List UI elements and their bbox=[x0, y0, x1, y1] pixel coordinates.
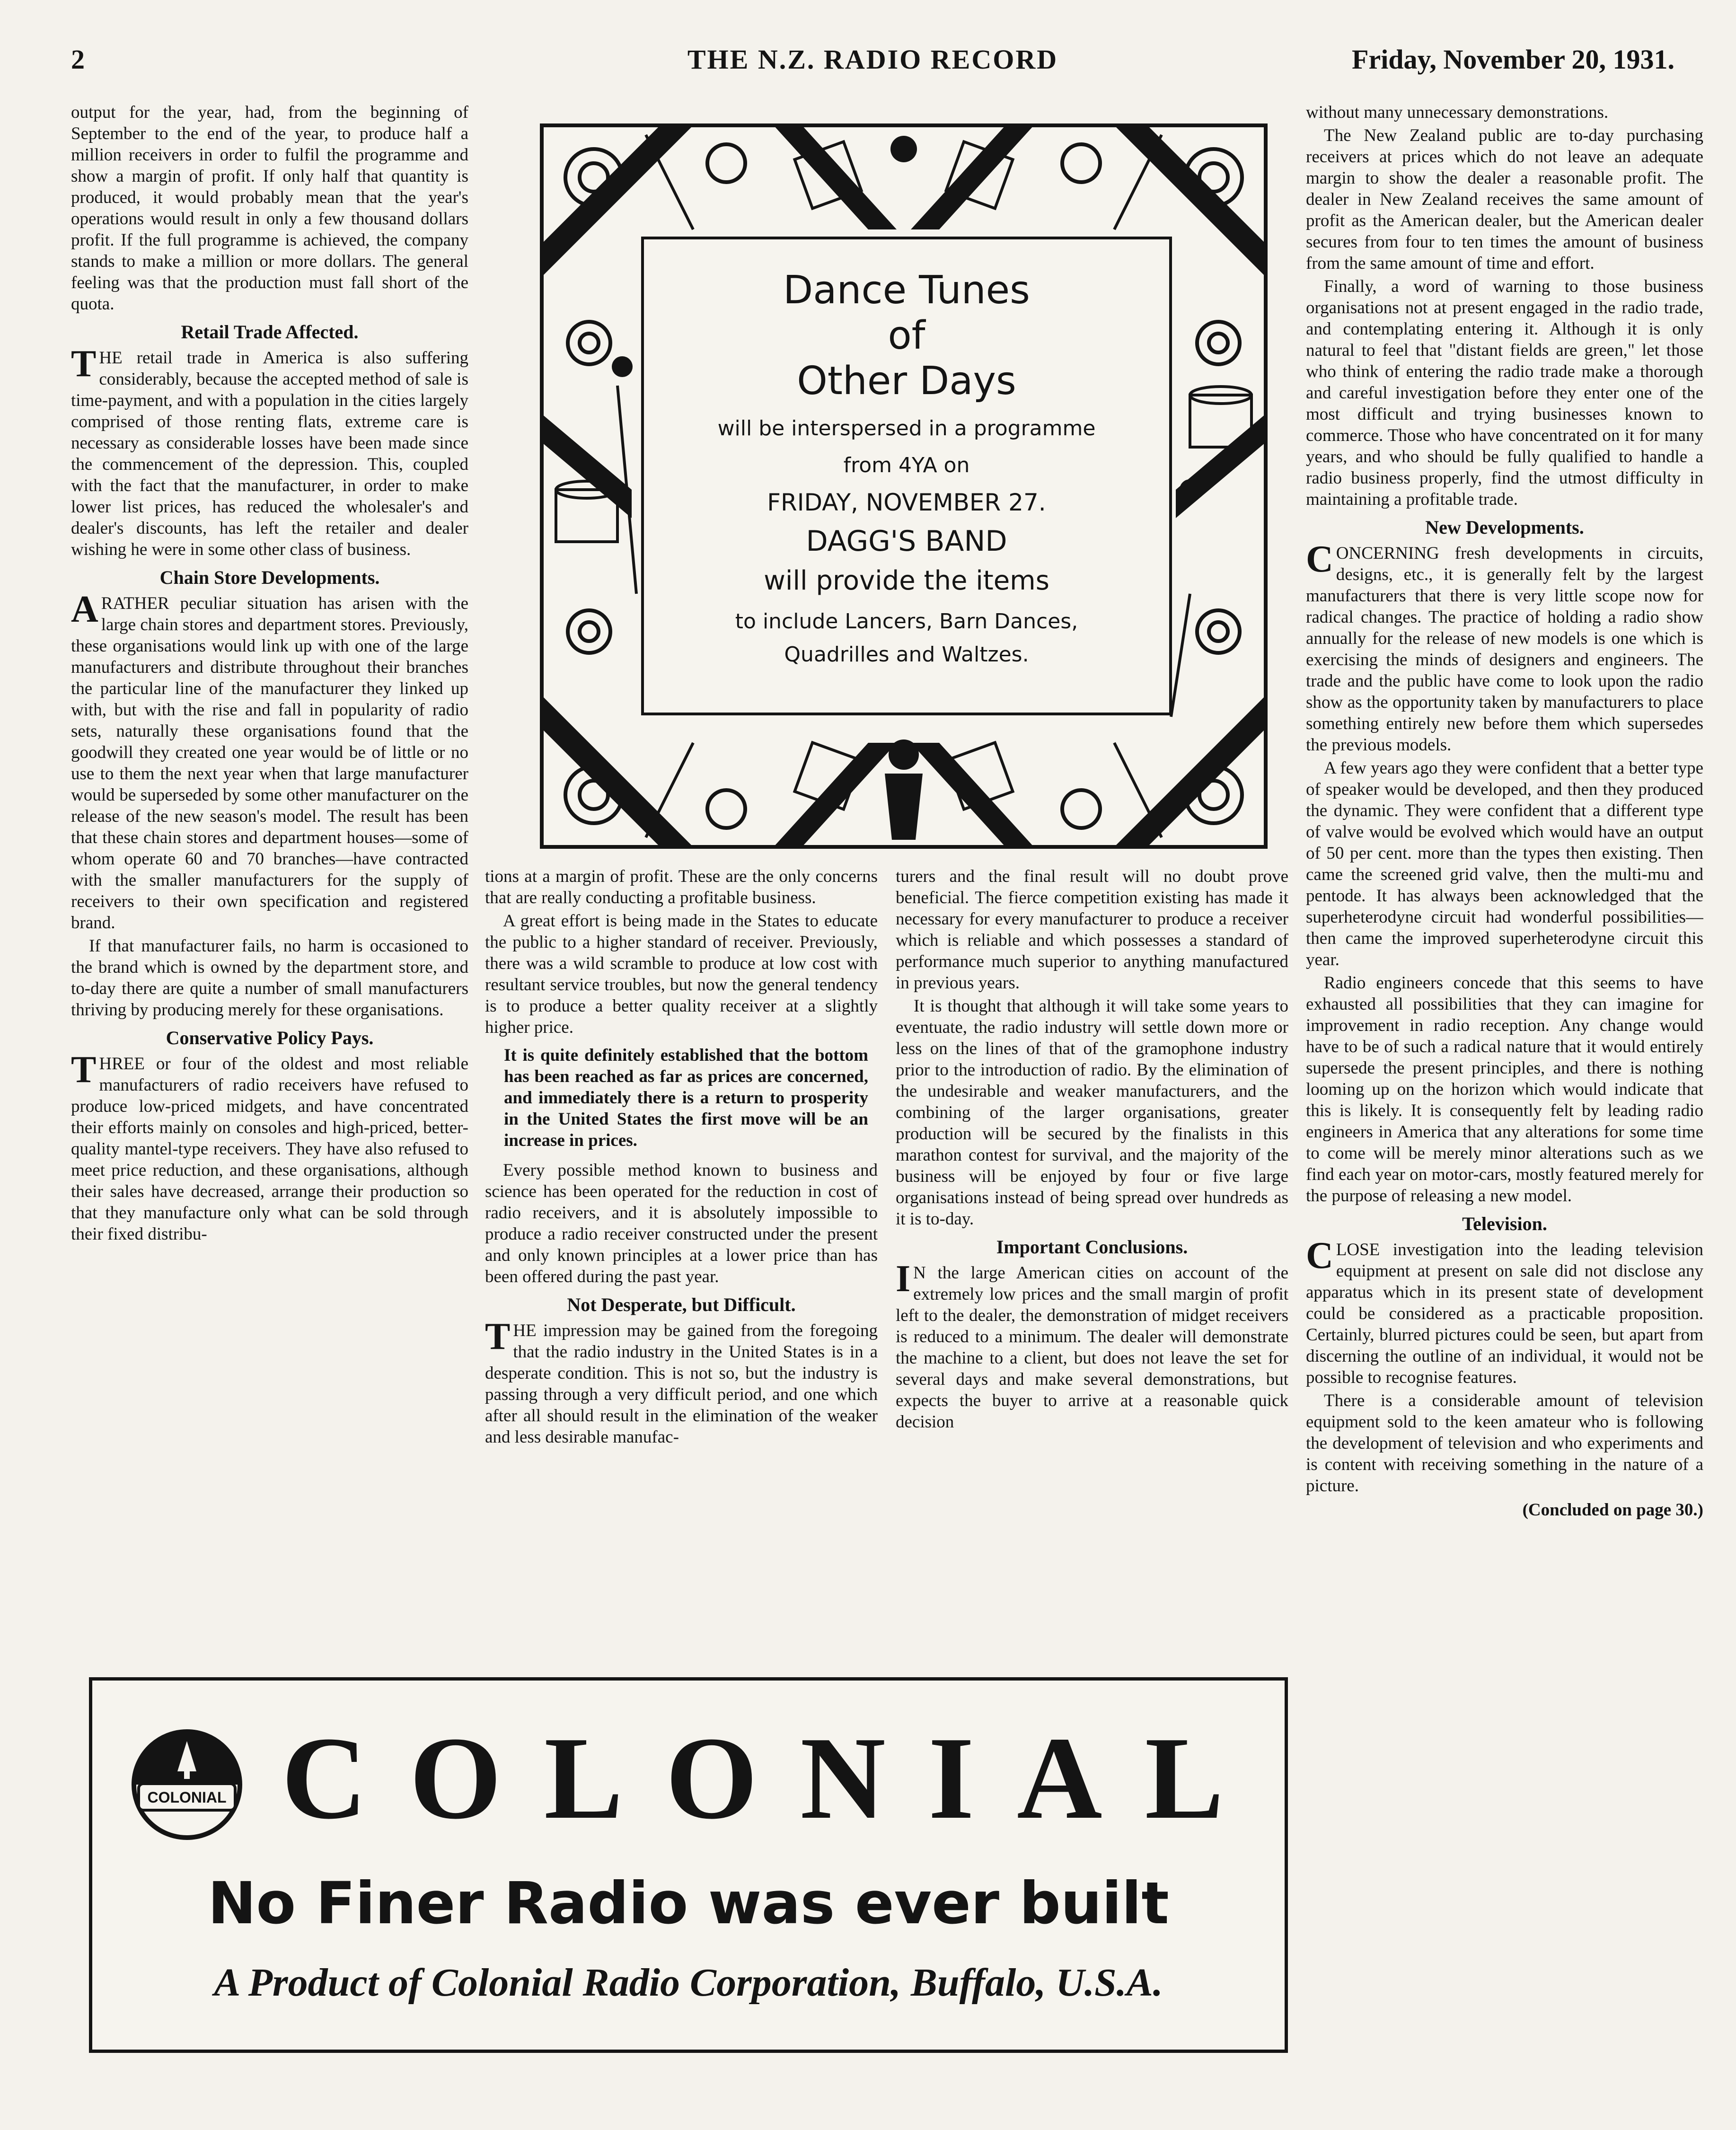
colonial-advertisement bbox=[89, 1677, 1288, 2053]
subheading-chain-store: Chain Store Developments. bbox=[159, 567, 380, 588]
paragraph: It is thought that although it will take some years to eventuate, the radio industry will settle down more or less on the lines of that of the gramophone industry prior to the introduction of radio. By the elimination of the undesirable and weaker manufacturers, and the combining of the larger organisations, greater production will be secured by the finalists in this marathon contest for survival, and the majority of the business will be enjoyed by four or five large organisations instead of being spread over hundreds as it is to-day. bbox=[896, 996, 1288, 1229]
paragraph: Finally, a word of warning to those business organisations not at present engaged in the radio trade, and contemplating entering it. Although it is only natural to feel that "distant fields are green," let those who think of entering the radio trade make a thorough and careful investigation before they enter one of the most difficult and trying businesses known to commerce. Those who have concentrated on it for many years, and who should be fully qualified to handle a radio business properly, find the utmost difficulty in maintaining a profitable trade. bbox=[1306, 277, 1703, 509]
paragraph: ARATHER peculiar situation has arisen with the large chain stores and department stores. Previously, these organisations would link up with one of the large manufacturers and distribute throughout their branches the particular line of the manufacturer they linked up with, but with the rise and fall in popularity of radio sets, naturally these organisations found that the goodwill they created one year would be of little or no use to them the next year when that large manufacturer would be superseded by some other manufacturer on the release of the new season's model. The result has been that these chain stores and department houses—some of whom operate 60 and 70 branches—have contracted with the smaller manufacturers for the supply of receivers to their own specification and registered brand. bbox=[71, 589, 468, 933]
column-3 bbox=[896, 866, 1288, 1665]
notice-title-line-1: Dance Tunes bbox=[783, 268, 1030, 313]
ad-manufacturer: A Product of Colonial Radio Corporation, Buffalo, U.S.A. bbox=[214, 1961, 1163, 2005]
notice-text-panel bbox=[641, 237, 1172, 715]
continuation-note: (Concluded on page 30.) bbox=[1522, 1500, 1703, 1520]
paragraph: A few years ago they were confident that a better type of speaker would be developed, and then they produced the dynamic. They were confident that a different type of valve would be evolved which would have an output of 50 per cent. more than the types then existing. Then came the screened grid valve, then the multi-mu and pentode. It has always been acknowledged that the superheterodyne circuit had wonderful possibilities—then came the improved superheterodyne circuit this year. bbox=[1306, 758, 1703, 969]
masthead: THE N.Z. RADIO RECORD bbox=[687, 44, 1058, 75]
notice-line: to include Lancers, Barn Dances, bbox=[735, 609, 1078, 634]
paragraph: THE retail trade in America is also suffering considerably, because the accepted method of sale is time-payment, and with a population in the cities largely comprised of those renting flats, extreme care is necessary as considerable losses have been made since the commencement of the depression. This, coupled with the fact that the manufacturer, in order to make lower list prices, has reduced the wholesaler's and dealer's discounts, has left the retailer and dealer wishing he were in some other class of business. bbox=[71, 343, 468, 559]
column-4 bbox=[1306, 102, 1703, 2103]
column-1 bbox=[71, 102, 468, 1658]
colonial-logo bbox=[130, 1728, 244, 1841]
paragraph: CLOSE investigation into the leading television equipment at present on sale did not disclose any apparatus which in its present state of development could be considered as a practicable proposition. Certainly, blurred pictures could be seen, but apart from discerning the outline of an individual, it would not be possible to recognise features. bbox=[1306, 1235, 1703, 1387]
paragraph: turers and the final result will no doubt prove beneficial. The fierce competition existing has made it necessary for every manufacturer to produce a receiver which is reliable and which possesses a standard of performance much superior to anything manufactured in previous years. bbox=[896, 867, 1288, 993]
subheading-retail: Retail Trade Affected. bbox=[181, 321, 359, 343]
paragraph: The New Zealand public are to-day purchasing receivers at prices which do not leave an adequate margin to show the dealer a reasonable profit. The dealer in New Zealand receives the same amount of profit as the American dealer, but the American dealer secures from four to ten times the amount of business from the same amount of time and effort. bbox=[1306, 126, 1703, 273]
paragraph: A great effort is being made in the States to educate the public to a higher standard of receiver. Previously, there was a wild scramble to produce at low cost with resultant service troubles, but now the general tendency is to produce a better quality receiver at a slightly higher price. bbox=[485, 911, 878, 1037]
paragraph: output for the year, had, from the beginning of September to the end of the year, to produce half a million receivers in order to fulfil the programme and show a margin of profit. If only half that quantity is produced, it would probably mean that the year's operations would result in only a few thousand dollars profit. If the full programme is achieved, the company stands to make a million or more dollars. The general feeling was that the production must fall short of the quota. bbox=[71, 103, 468, 314]
column-2 bbox=[485, 866, 878, 1665]
notice-line: from 4YA on bbox=[843, 453, 970, 477]
brand-name: COLONIAL bbox=[282, 1713, 1267, 1844]
notice-line: Quadrilles and Waltzes. bbox=[784, 643, 1029, 667]
logo-text: COLONIAL bbox=[147, 1789, 227, 1806]
notice-band-name: DAGG'S BAND bbox=[806, 525, 1007, 558]
paragraph: THE impression may be gained from the foregoing that the radio industry in the United States is in a desperate condition. This is not so, but the industry is passing through a very difficult period, and one which after all should result in the elimination of the weaker and less desirable manufac- bbox=[485, 1316, 878, 1447]
notice-title-line-3: Other Days bbox=[797, 359, 1016, 404]
ad-slogan: No Finer Radio was ever built bbox=[208, 1870, 1169, 1937]
paragraph: IN the large American cities on account of the extremely low prices and the small margin of profit left to the dealer, the demonstration of midget receivers is reduced to a minimum. The dealer will demonstrate the machine to a client, but does not leave the set for several days and make several demonstrations, but expects the buyer to arrive at a reasonable quick decision bbox=[896, 1258, 1288, 1432]
paragraph: without many unnecessary demonstrations. bbox=[1306, 103, 1609, 122]
page-number: 2 bbox=[71, 44, 85, 75]
subheading-conservative: Conservative Policy Pays. bbox=[166, 1027, 374, 1048]
notice-title-line-2: of bbox=[888, 313, 925, 358]
highlighted-statement: It is quite definitely established that the bottom has been reached as far as prices are concerned, and immediately there is a return to prosperity in the United States the first move will be an increase in prices. bbox=[504, 1046, 868, 1150]
paragraph: If that manufacturer fails, no harm is occasioned to the brand which is owned by the department store, and to-day there are quite a number of small manufacturers thriving by producing merely for these organisations. bbox=[71, 936, 468, 1020]
subheading-important-conclusions: Important Conclusions. bbox=[996, 1236, 1188, 1258]
subheading-not-desperate: Not Desperate, but Difficult. bbox=[567, 1294, 796, 1315]
paragraph: THREE or four of the oldest and most reliable manufacturers of radio receivers have refused to produce low-priced midgets, and have concentrated their efforts mainly on consoles and high-priced, better-quality mantel-type receivers. They have also refused to meet price reduction, and these organisations, although their sales have decreased, arrange their production so that they manufacture only what can be sold through their fixed distribu- bbox=[71, 1049, 468, 1244]
paragraph: CONCERNING fresh developments in circuits, designs, etc., it is generally felt by the largest manufacturers that there is very little scope now for radical changes. The practice of holding a radio show annually for the release of new models is one which is exercising the minds of designers and engineers. The trade and the public have come to look upon the radio show as the opportunity taken by manufacturers to place something entirely new before them which supersedes the previous models. bbox=[1306, 538, 1703, 755]
notice-line: will be interspersed in a programme bbox=[717, 416, 1096, 440]
paragraph: Radio engineers concede that this seems to have exhausted all possibilities that they can imagine for improvement in radio reception. Any change would have to be of such a radical nature that it would entirely supersede the present principles, and there is nothing looming up on the horizon which would indicate that this is likely. It is consequently felt by leading radio engineers in America that any alterations for some time to come will be merely minor alterations such as we find each year on motor-cars, mostly featured merely for the purpose of releasing a new model. bbox=[1306, 973, 1703, 1206]
notice-line: will provide the items bbox=[764, 565, 1049, 596]
dance-tunes-notice bbox=[537, 121, 1270, 852]
subheading-new-developments: New Developments. bbox=[1425, 517, 1584, 538]
notice-date: FRIDAY, NOVEMBER 27. bbox=[767, 489, 1046, 516]
paragraph: tions at a margin of profit. These are the only concerns that are really conducting a profitable business. bbox=[485, 867, 878, 907]
issue-date: Friday, November 20, 1931. bbox=[1352, 44, 1674, 75]
paragraph: Every possible method known to business and science has been operated for the reduction in cost of radio receivers, and it is absolutely impossible to produce a radio receiver constructed under the present and only known principles at a lower price than has been offered during the past year. bbox=[485, 1161, 878, 1286]
paragraph: There is a considerable amount of television equipment sold to the keen amateur who is following the development of television and who experiments and is content with receiving something in the nature of a picture. bbox=[1306, 1391, 1703, 1496]
subheading-television: Television. bbox=[1462, 1213, 1547, 1234]
page-header bbox=[71, 44, 1674, 86]
